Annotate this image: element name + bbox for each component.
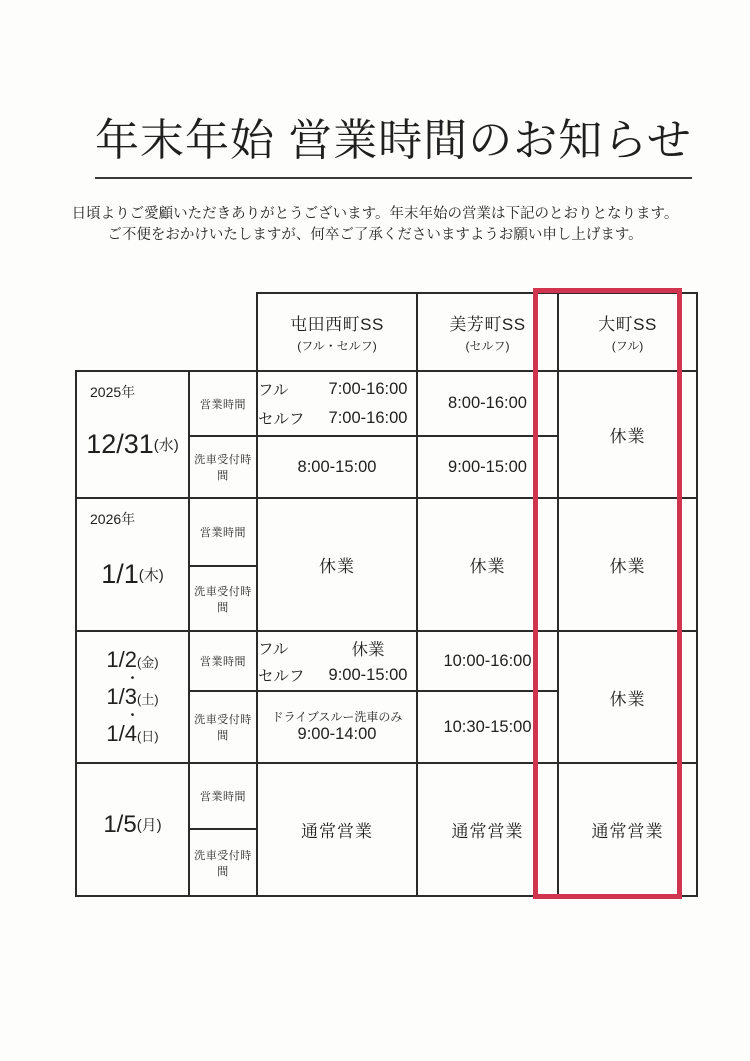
row-label-carwash-jan2to4: 洗車受付時間: [189, 691, 257, 763]
weekday-dec31: (水): [153, 437, 179, 454]
date-cell-jan1: [76, 498, 189, 631]
cell-tonden-carwash-dec31: 8:00-15:00: [257, 436, 417, 498]
cell-tonden-jan5: 通常営業: [257, 763, 417, 896]
tonden-carwash-hours: 9:00-14:00: [297, 725, 377, 743]
tonden-self-hours: 7:00-16:00: [328, 408, 408, 427]
date-cell-jan5: [76, 763, 189, 896]
station-name-miyoshi: 美芳町SS: [449, 315, 526, 334]
station-header-miyoshi: [417, 293, 558, 371]
cell-tonden-business-dec31: [257, 371, 417, 436]
weekday-jan4: (日): [136, 729, 159, 744]
date-cell-dec31: [76, 371, 189, 498]
header-spacer: [76, 293, 257, 371]
date-separator-dot: ・: [126, 671, 139, 685]
tonden-self-hours: 9:00-15:00: [328, 665, 408, 684]
date-jan3: 1/3: [106, 684, 137, 709]
tonden-full-hours: 7:00-16:00: [328, 379, 408, 398]
cell-miyoshi-business-jan2to4: 10:00-16:00: [417, 631, 558, 691]
date-jan5: 1/5: [103, 810, 137, 838]
cell-omachi-jan1: 休業: [558, 498, 697, 631]
weekday-jan1: (木): [138, 567, 164, 584]
station-header-tonden: [257, 293, 417, 371]
row-label-business-dec31: 営業時間: [189, 371, 257, 436]
page-title: 年末年始 営業時間のお知らせ: [95, 104, 692, 179]
station-header-omachi: [558, 293, 697, 371]
intro-line-1: 日頃よりご愛顧いただきありがとうございます。年末年始の営業は下記のとおりとなります。: [71, 206, 679, 222]
year-label-2026: 2026年: [90, 511, 136, 527]
row-label-carwash-dec31: 洗車受付時間: [189, 436, 257, 498]
cell-miyoshi-jan1: 休業: [417, 498, 558, 631]
row-label-business-jan5: 営業時間: [189, 763, 257, 829]
date-jan1: 1/1: [101, 559, 139, 589]
weekday-jan5: (月): [136, 817, 162, 834]
cell-omachi-jan5: 通常営業: [558, 763, 697, 896]
station-type-tonden: (フル・セルフ): [297, 339, 377, 353]
cell-miyoshi-carwash-dec31: 9:00-15:00: [417, 436, 558, 498]
cell-tonden-jan1: 休業: [257, 498, 417, 631]
cell-miyoshi-carwash-jan2to4: 10:30-15:00: [417, 691, 558, 763]
station-type-miyoshi: (セルフ): [465, 339, 510, 353]
cell-miyoshi-jan5: 通常営業: [417, 763, 558, 896]
tonden-self-label: セルフ: [258, 668, 305, 685]
cell-omachi-dec31: 休業: [558, 371, 697, 498]
cell-miyoshi-business-dec31: 8:00-16:00: [417, 371, 558, 436]
date-separator-dot: ・: [126, 708, 139, 722]
schedule-table: [75, 292, 698, 897]
station-type-omachi: (フル): [611, 339, 644, 353]
row-label-carwash-jan5: 洗車受付時間: [189, 829, 257, 896]
station-name-omachi: 大町SS: [598, 315, 657, 334]
intro-line-2: ご不便をおかけいたしますが、何卒ご了承くださいますようお願い申し上げます。: [107, 227, 643, 243]
weekday-jan2: (金): [136, 655, 159, 670]
year-label-2025: 2025年: [90, 384, 136, 400]
tonden-carwash-note: ドライブスルー洗車のみ: [271, 710, 403, 724]
date-cell-jan2to4: [76, 631, 189, 763]
row-label-business-jan2to4: 営業時間: [189, 631, 257, 691]
tonden-self-label: セルフ: [258, 411, 305, 428]
date-jan2: 1/2: [106, 647, 137, 672]
intro-text: [0, 204, 750, 246]
cell-tonden-business-jan2to4: [257, 631, 417, 691]
date-dec31: 12/31: [86, 429, 154, 459]
weekday-jan3: (土): [136, 692, 159, 707]
date-jan4: 1/4: [106, 721, 137, 746]
cell-tonden-carwash-jan2to4: [257, 691, 417, 763]
tonden-full-status: 休業: [351, 641, 385, 659]
tonden-full-label: フル: [258, 641, 289, 658]
row-label-business-jan1: 営業時間: [189, 498, 257, 566]
tonden-full-label: フル: [258, 382, 289, 399]
row-label-carwash-jan1: 洗車受付時間: [189, 566, 257, 631]
cell-omachi-jan2to4: 休業: [558, 631, 697, 763]
station-name-tonden: 屯田西町SS: [290, 315, 384, 334]
